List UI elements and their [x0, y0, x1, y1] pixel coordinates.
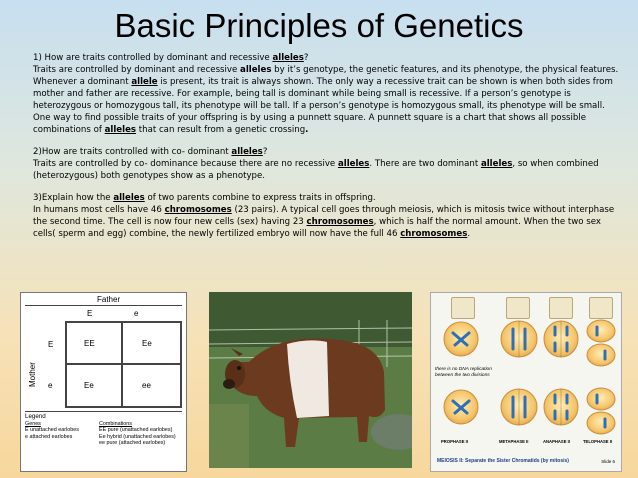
question-1: 1) How are traits controlled by dominant and recessive alleles? — [33, 53, 309, 63]
phase-label: PROPHASE II — [441, 439, 468, 444]
keyword-chromosomes: chromosomes — [164, 205, 232, 215]
meiosis-cells-illustration — [431, 319, 621, 459]
mother-label: Mother — [28, 362, 37, 387]
keyword-alleles: alleles — [113, 193, 145, 203]
answer-1: Traits are controlled by dominant and recessive alleles by it’s genotype, the genetic features, and its phenotype, the physical features. Whenever a dominant allele is present, its trait is always shown. The only way a recessive trait can be shown is when both sides from mother and father are recessive. For example, being tall is dominant while being small is recessive. If a person’s genotype is heterozygous or homozygous tall, its phenotype will be tall. If a person’s genotype is homozygous small, its phenotype will be small. One way to find possible traits of your offspring is by using a punnett square. A punnett square is a chart that shows all possible combinations of alleles that can result from a genetic crossing. — [33, 65, 619, 135]
combination-item: EE pure (unattached earlobes) — [99, 427, 173, 433]
keyword-alleles: alleles — [231, 147, 263, 157]
keyword-chromosomes: chromosomes — [400, 229, 468, 239]
combination-item: Ee hybrid (unattached earlobes) — [99, 433, 176, 440]
micrograph-thumbnail — [549, 297, 573, 319]
gene-item: E unattached earlobes — [25, 427, 79, 433]
slide-number: Slide 6 — [601, 459, 615, 464]
belted-cow-photo — [209, 292, 412, 468]
keyword-alleles: alleles — [240, 65, 272, 75]
meiosis-note: there is no DNA replication between the two divisions — [435, 367, 492, 378]
mother-allele-dominant: E — [48, 340, 54, 349]
micrograph-thumbnail — [506, 297, 530, 319]
answer-2: Traits are controlled by co- dominance because there are no recessive alleles. There are two dominant alleles, so when combined (heterozygous) both genotypes show as a phenotype. — [33, 159, 599, 181]
keyword-alleles: alleles — [104, 125, 137, 135]
legend-title: Legend — [25, 413, 46, 420]
gene-item: e attached earlobes — [25, 433, 73, 440]
genes-title: Genes — [25, 420, 41, 427]
keyword-allele: allele — [131, 77, 158, 87]
punnett-square-figure — [20, 292, 187, 472]
answer-3: In humans most cells have 46 chromosomes (23 pairs). A typical cell goes through meiosis, which is mitosis twice without interphase the second time. The cell is now four new cells (sex) having 23 chromosomes, which is half the normal amount. When the two sex cells( sperm and egg) combine, the newly fertilized embryo will now have the full 46 chromosomes. — [33, 205, 615, 239]
meiosis-ii-diagram — [430, 292, 622, 472]
father-allele-recessive: e — [134, 309, 139, 318]
combination-item: ee pure (attached earlobes) — [99, 440, 166, 446]
punnett-legend — [25, 414, 180, 447]
mother-allele-recessive: e — [48, 381, 53, 390]
meiosis-caption: MEIOSIS II: Separate the Sister Chromatids (by mitosis) — [437, 458, 569, 464]
question-2: 2)How are traits controlled with co- dominant alleles? — [33, 147, 268, 157]
slide-body — [33, 52, 623, 240]
micrograph-thumbnail — [589, 297, 613, 319]
keyword-chromosomes: chromosomes — [306, 217, 374, 227]
keyword-alleles: alleles — [272, 53, 304, 63]
keyword-alleles: alleles — [337, 159, 370, 169]
phase-label: ANAPHASE II — [543, 439, 570, 444]
micrograph-thumbnail — [451, 297, 475, 319]
slide-title: Basic Principles of Genetics — [114, 7, 524, 44]
punnett-cell-hybrid: Ee — [84, 381, 94, 390]
father-label: Father — [97, 295, 121, 304]
combinations-title: Combinations — [99, 420, 132, 427]
phase-label: TELOPHASE II — [583, 439, 613, 444]
keyword-alleles: alleles — [480, 159, 513, 169]
phase-label: METAPHASE II — [499, 439, 529, 444]
punnett-cell-ee-dominant: EE — [84, 339, 95, 348]
question-3: 3)Explain how the alleles of two parents combine to express traits in offspring. — [33, 193, 376, 203]
father-allele-dominant: E — [87, 309, 93, 318]
punnett-cell-ee-recessive: ee — [142, 381, 151, 390]
punnett-cell-hybrid: Ee — [142, 339, 152, 348]
cow-illustration — [209, 292, 412, 468]
